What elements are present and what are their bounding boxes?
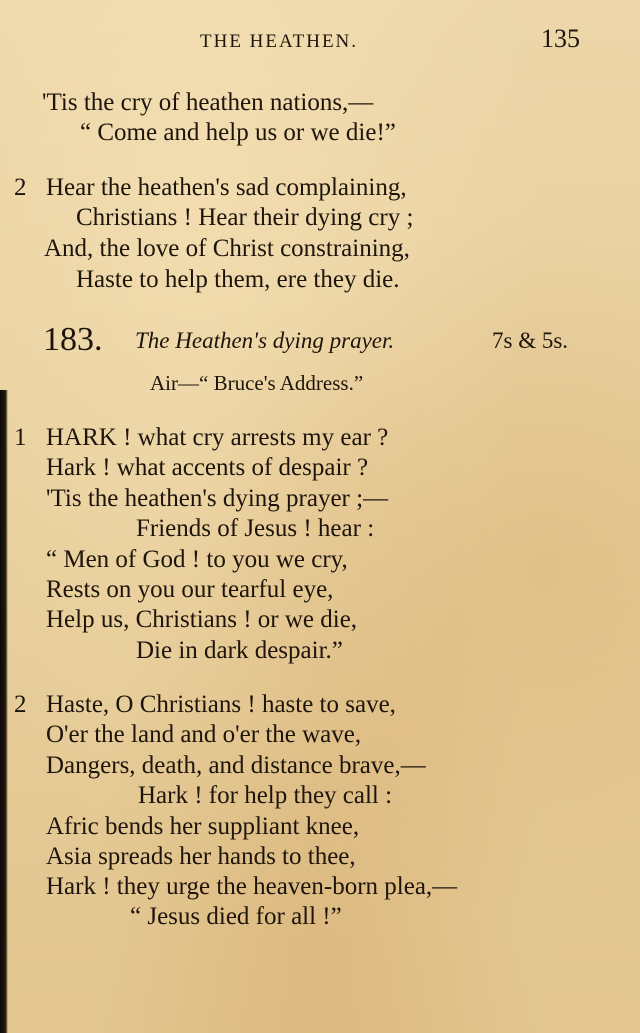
- running-head: THE HEATHEN.: [200, 31, 359, 52]
- verse-line: Haste, O Christians ! haste to save,: [46, 691, 396, 718]
- verse-line: 'Tis the heathen's dying prayer ;—: [46, 485, 389, 512]
- hymn-tune: Air—“ Bruce's Address.”: [150, 371, 364, 395]
- verse-line: Haste to help them, ere they die.: [76, 266, 400, 293]
- verse-line: “ Jesus died for all !”: [130, 903, 342, 930]
- verse-line: “ Men of God ! to you we cry,: [46, 546, 348, 573]
- verse-line: Hark ! what accents of despair ?: [46, 454, 369, 481]
- verse-line: Help us, Christians ! or we die,: [46, 606, 358, 633]
- page-header: [0, 24, 640, 58]
- verse-line: Friends of Jesus ! hear :: [136, 515, 375, 542]
- verse-line: Christians ! Hear their dying cry ;: [76, 204, 414, 231]
- hymn-meter: 7s & 5s.: [492, 328, 569, 353]
- verse-line: And, the love of Christ constraining,: [44, 235, 410, 262]
- verse-line: Hark ! for help they call :: [138, 782, 393, 809]
- page-binding-edge: [0, 390, 8, 1033]
- stanza-number: 2: [14, 174, 27, 201]
- verse-line: Asia spreads her hands to thee,: [46, 843, 356, 870]
- verse-line: Afric bends her suppliant knee,: [46, 813, 360, 840]
- stanza-number: 1: [14, 424, 27, 451]
- verse-line: HARK ! what cry arrests my ear ?: [46, 424, 389, 451]
- page-number: 135: [541, 24, 580, 53]
- verse-line: Hear the heathen's sad complaining,: [46, 174, 407, 201]
- hymn-title: The Heathen's dying prayer.: [135, 328, 395, 353]
- verse-line: 'Tis the cry of heathen nations,—: [42, 89, 374, 116]
- verse-line: Hark ! they urge the heaven-born plea,—: [46, 873, 458, 900]
- stanza-number: 2: [14, 691, 27, 718]
- verse-line: Rests on you our tearful eye,: [46, 576, 334, 603]
- verse-line: “ Come and help us or we die!”: [80, 119, 396, 146]
- verse-line: Dangers, death, and distance brave,—: [46, 752, 426, 779]
- verse-line: Die in dark despair.”: [136, 637, 343, 664]
- verse-line: O'er the land and o'er the wave,: [46, 721, 362, 748]
- hymn-number: 183.: [43, 321, 103, 358]
